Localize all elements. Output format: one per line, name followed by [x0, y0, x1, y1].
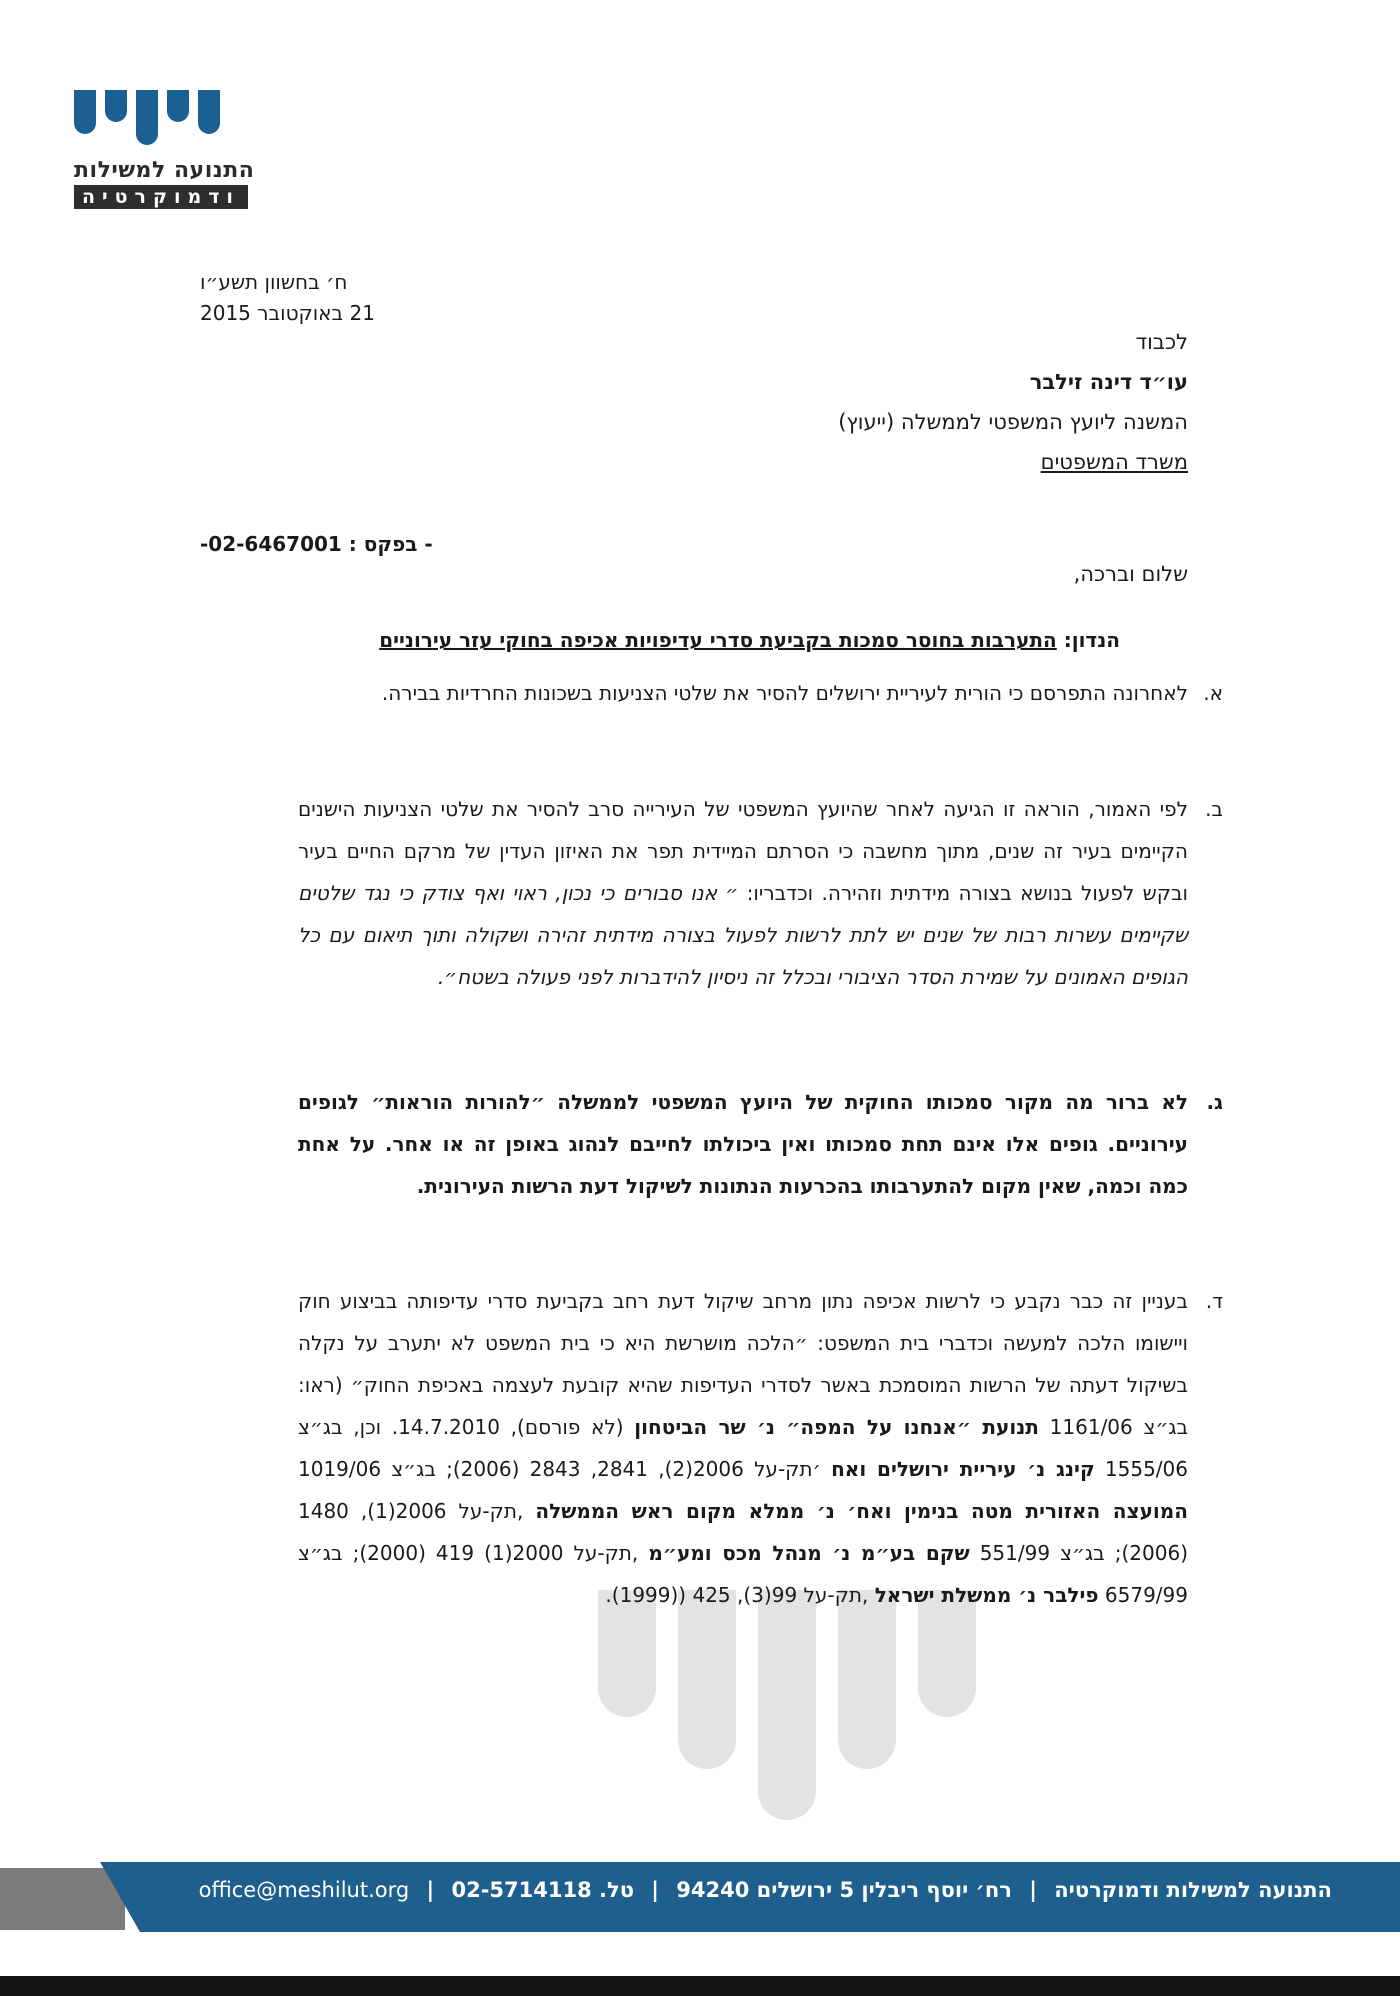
addressee-name: עו״ד דינה זילבר: [1029, 370, 1188, 394]
section-letter: ב.: [1205, 797, 1223, 821]
footer-phone: טל. 02-5714118: [451, 1878, 634, 1902]
section-b: [298, 788, 1223, 998]
section-c: [298, 1081, 1223, 1207]
section-b-quote: ״ אנו סבורים כי נכון, ראוי ואף צודק כי נגד שלטים שקיימים עשרות רבות של שנים יש לתת לרשות לפעול בצורה מידתית זהירה ושקולה ותוך תיאום עם כל הגופים האמונים על שמירת הסדר הציבורי ובכלל זה ניסיון להידברות לפני פעולה בשטח״.: [298, 881, 1188, 989]
watermark-bar: [758, 1590, 816, 1820]
footer-email[interactable]: office@meshilut.org: [198, 1878, 410, 1902]
subject-label: הנדון:: [1063, 628, 1120, 652]
logo-bar: [74, 90, 96, 134]
section-letter: ג.: [1206, 1090, 1223, 1114]
case-name-1: תנועת ״אנחנו על המפה״ נ׳ שר הביטחון: [634, 1415, 1039, 1439]
letter-date: [200, 267, 375, 329]
watermark-logo: [598, 1590, 976, 1820]
logo-bar: [136, 90, 158, 145]
subject-text: התערבות בחוסר סמכות בקביעת סדרי עדיפויות אכיפה בחוקי עזר עירוניים: [379, 628, 1057, 652]
section-a-text: לאחרונה התפרסם כי הורית לעיריית ירושלים להסיר את שלטי הצניעות בשכונות החרדיות בבירה.: [381, 681, 1188, 705]
hebrew-date: ח׳ בחשוון תשע״ו: [200, 270, 348, 294]
greeting: שלום וברכה,: [1073, 562, 1188, 586]
watermark-bar: [678, 1590, 736, 1769]
logo-bar: [198, 90, 220, 134]
case-name-3: המועצה האזורית מטה בנימין ואח׳ נ׳ ממלא מקום ראש הממשלה: [535, 1499, 1189, 1523]
section-letter: א.: [1203, 681, 1223, 705]
footer-grey-band: [0, 1868, 125, 1930]
section-letter: ד.: [1205, 1289, 1223, 1313]
section-c-text: לא ברור מה מקור סמכותו החוקית של היועץ המשפטי לממשלה ״להורות הוראות״ לגופים עירוניים. גופים אלו אינם תחת סמכותו ואין ביכולתו לחייבם לנהוג באופן זה או אחר. על אחת כמה וכמה, שאין מקום להתערבותו בהכרעות הנתונות לשיקול דעת הרשות העירונית.: [298, 1090, 1188, 1198]
fax-line: -02-6467001 : בפקס -: [200, 532, 433, 556]
logo-bars: [74, 90, 279, 148]
footer-address: רח׳ יוסף ריבלין 5 ירושלים 94240: [676, 1878, 1012, 1902]
section-d-text-3: ׳תק-על 2006(2), 2841, 2843 (2006); בג״צ 1019/06: [298, 1457, 821, 1481]
gregorian-date: 21 באוקטובר 2015: [200, 301, 375, 325]
addressee-office: משרד המשפטים: [1040, 450, 1188, 474]
bottom-strip: [0, 1976, 1400, 1996]
section-a: [298, 672, 1223, 714]
logo-bar: [167, 90, 189, 122]
logo-text-line1: התנועה למשילות: [74, 158, 255, 183]
logo-bar: [105, 90, 127, 122]
logo-text-line2: ודמוקרטיה: [74, 185, 248, 209]
addressee-title: המשנה ליועץ המשפטי לממשלה (ייעוץ): [838, 410, 1188, 434]
watermark-bar: [838, 1590, 896, 1769]
salutation: לכבוד: [1135, 330, 1188, 354]
footer-separator: |: [651, 1878, 659, 1902]
footer-separator: |: [426, 1878, 435, 1902]
section-d-text-5: ,תק-על 2000(1) 419 (2000); בג״צ 6579/99: [298, 1541, 1188, 1607]
section-d-text-6: ,תק-על 99(3), 425 ((1999).: [605, 1583, 869, 1607]
footer-org: התנועה למשילות ודמוקרטיה: [1054, 1878, 1332, 1902]
subject-line: [379, 628, 1120, 652]
section-b-text: לפי האמור, הוראה זו הגיעה לאחר שהיועץ המשפטי של העירייה סרב להסיר את שלטי הצניעות הישנים הקיימים בעיר זה שנים, מתוך מחשבה כי הסרתם המיידית תפר את האיזון העדין של מרקם החיים בעיר ובקש לפעול בנושא בצורה מידתית וזהירה. וכדבריו:: [298, 797, 1188, 905]
section-d: [298, 1280, 1223, 1616]
footer-contact: [199, 1878, 1332, 1902]
section-d-text-1: בעניין זה כבר נקבע כי לרשות אכיפה נתון מרחב שיקול דעת רחב בקביעת סדרי עדיפותה בביצוע חוק ויישומו הלכה למעשה וכדברי בית המשפט: ״הלכה מושרשת היא כי בית המשפט לא יתערב על נקלה בשיקול דעתה של הרשות המוסמכת באשר לסדרי העדיפות שהיא קובעת לעצמה באכיפת החוק״ (ראו: בג״צ 1161/06: [298, 1289, 1189, 1439]
addressee-block: [838, 322, 1188, 482]
section-d-text-2: (לא פורסם), 14.7.2010. וכן, בג״צ 1555/06: [298, 1415, 1188, 1481]
organization-logo: [74, 90, 279, 209]
case-name-5: פילבר נ׳ ממשלת ישראל: [874, 1583, 1099, 1607]
case-name-2: קינג נ׳ עיריית ירושלים ואח: [831, 1457, 1095, 1481]
section-d-text-4: ,תק-על 2006(1), 1480 (2006); בג״צ 551/99: [298, 1499, 1188, 1565]
footer-separator: |: [1029, 1878, 1037, 1902]
case-name-4: שקם בע״מ נ׳ מנהל מכס ומע״מ: [648, 1541, 970, 1565]
